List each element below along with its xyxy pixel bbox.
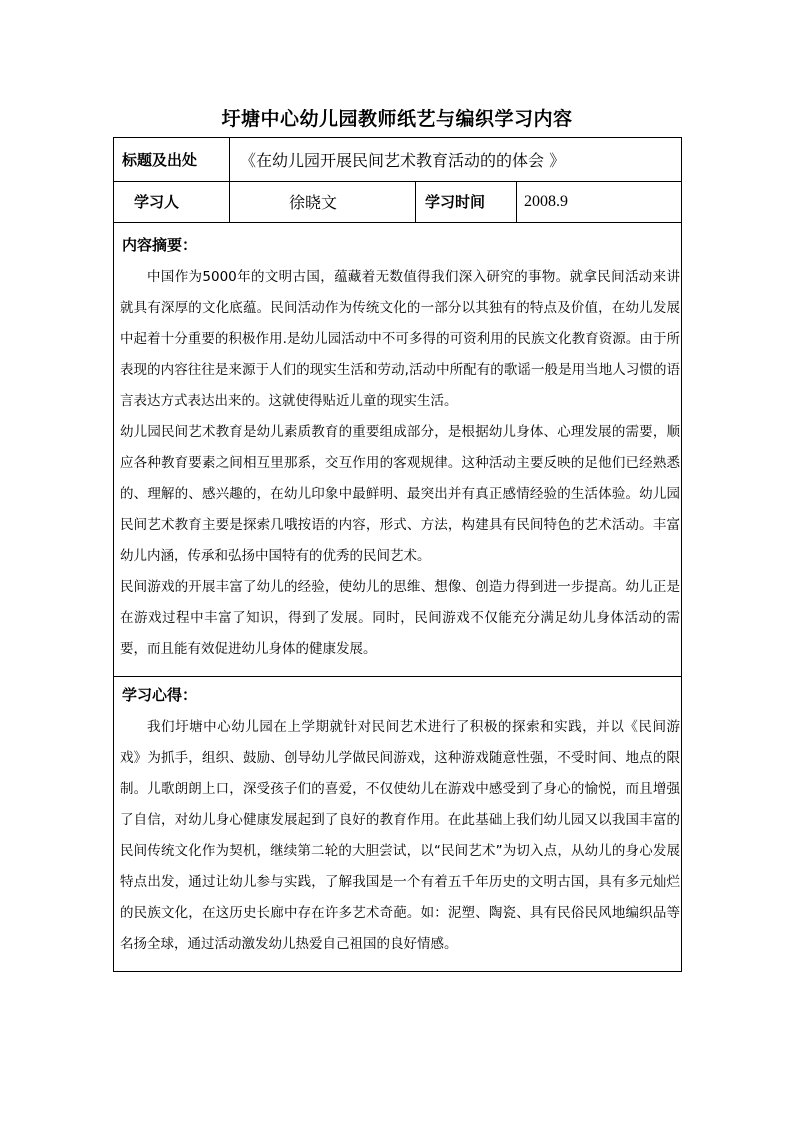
row-divider	[114, 222, 681, 223]
column-divider	[516, 181, 517, 222]
content-table	[113, 137, 682, 972]
summary-paragraph: 幼儿园民间艺术教育是幼儿素质教育的重要组成部分，是根据幼儿身体、心理发展的需要，顺应各种教育要素之间相互里那系，交互作用的客观规律。这种活动主要反映的足他们已经熟悉的、理解的、感兴趣的，在幼儿印象中最鲜明、最突出并有真正感情经验的生活体验。幼儿园民间艺术教育主要是探索几哦按语的内容，形式、方法，构建具有民间特色的艺术活动。丰富幼儿内涵，传承和弘扬中国特有的优秀的民间艺术。	[120, 424, 680, 564]
source-label: 标题及出处	[122, 151, 198, 169]
summary-paragraph: 民间游戏的开展丰富了幼儿的经验，使幼儿的思维、想像、创造力得到进一步提高。幼儿正是在游戏过程中丰富了知识，得到了发展。同时，民间游戏不仅能充分满足幼儿身体活动的需要，而且能有效促进幼儿身体的健康发展。	[120, 579, 680, 657]
reflection-paragraph: 我们圩塘中心幼儿园在上学期就针对民间艺术进行了积极的探索和实践，并以《民间游戏》为抓手，组织、鼓励、创导幼儿学做民间游戏，这种游戏随意性强，不受时间、地点的限制。儿歌朗朗上口，深受孩子们的喜爱，不仅使幼儿在游戏中感受到了身心的愉悦，而且增强了自信，对幼儿身心健康发展起到了良好的教育作用。在此基础上我们幼儿园又以我国丰富的民间传统文化作为契机，继续第二轮的大胆尝试，以“民间艺术”为切入点，从幼儿的身心发展特点出发，通过让幼儿参与实践，了解我国是一个有着五千年历史的文明古国，具有多元灿烂的民族文化，在这历史长廊中存在许多艺术奇葩。如：泥塑、陶瓷、具有民俗民风地编织品等名扬全球，通过活动激发幼儿热爱自己祖国的良好情感。	[120, 719, 680, 952]
summary-body	[120, 262, 680, 665]
learner-label: 学习人	[134, 193, 180, 211]
column-divider	[415, 181, 416, 222]
reflection-body	[120, 712, 680, 960]
study-time-value: 2008.9	[524, 192, 568, 210]
column-divider	[229, 138, 230, 222]
document-title: 圩塘中心幼儿园教师纸艺与编织学习内容	[221, 108, 573, 130]
reflection-heading: 学习心得：	[122, 686, 198, 704]
summary-heading: 内容摘要：	[122, 236, 198, 254]
learner-value: 徐晓文	[289, 193, 338, 212]
row-divider	[114, 676, 681, 677]
study-time-label: 学习时间	[425, 193, 486, 211]
source-value: 《在幼儿园开展民间艺术教育活动的的体会 》	[240, 151, 566, 170]
row-divider	[114, 181, 681, 182]
summary-paragraph: 中国作为5000年的文明古国，蕴藏着无数值得我们深入研究的事物。就拿民间活动来讲就具有深厚的文化底蕴。民间活动作为传统文化的一部分以其独有的特点及价值，在幼儿发展中起着十分重要的积极作用.是幼儿园活动中不可多得的可资利用的民族文化教育资源。由于所表现的内容往往是来源于人们的现实生活和劳动,活动中所配有的歌谣一般是用当地人习惯的语言表达方式表达出来的。这就使得贴近儿童的现实生活。	[120, 269, 680, 409]
